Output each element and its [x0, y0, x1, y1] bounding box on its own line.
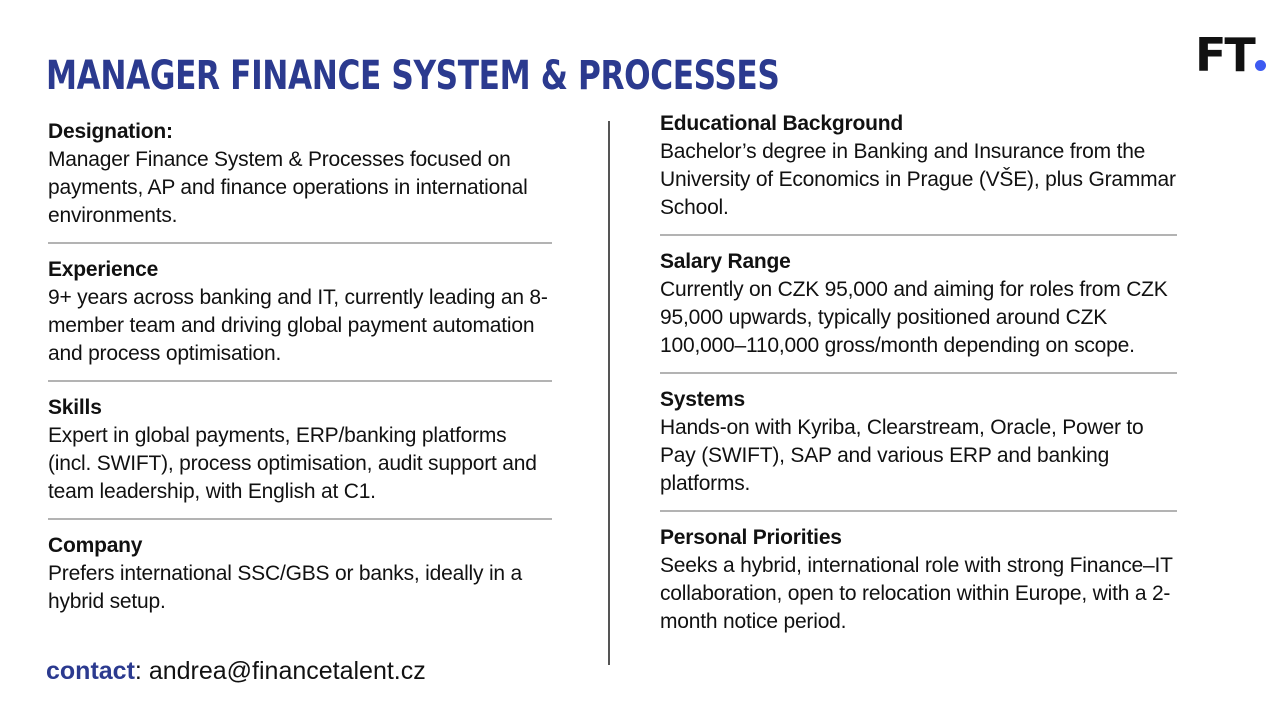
left-column — [48, 118, 552, 616]
section-title: Company — [48, 534, 143, 557]
logo-dot-icon — [1255, 60, 1266, 71]
section-title: Personal Priorities — [660, 526, 842, 549]
section-title: Salary Range — [660, 250, 791, 273]
section-title: Systems — [660, 388, 745, 411]
section-title: Designation: — [48, 120, 173, 143]
section-body: Bachelor’s degree in Banking and Insurance from the University of Economics in Prague (VŠE), plus Grammar School. — [660, 140, 1176, 219]
section-personal-priorities — [660, 510, 1177, 636]
section-experience — [48, 242, 552, 368]
contact-line — [46, 655, 426, 687]
section-skills — [48, 380, 552, 506]
section-body: Seeks a hybrid, international role with strong Finance–IT collaboration, open to relocation within Europe, with a 2-month notice period. — [660, 554, 1173, 633]
logo-text: FT — [1195, 28, 1254, 82]
right-column — [660, 110, 1177, 636]
section-designation — [48, 118, 552, 230]
section-body: Hands-on with Kyriba, Clearstream, Oracle, Power to Pay (SWIFT), SAP and various ERP and banking platforms. — [660, 416, 1144, 495]
section-salary-range — [660, 234, 1177, 360]
section-body: Expert in global payments, ERP/banking platforms (incl. SWIFT), process optimisation, audit support and team leadership, with English at C1. — [48, 424, 537, 503]
section-education — [660, 110, 1177, 222]
section-body: 9+ years across banking and IT, currently leading an 8-member team and driving global payment automation and process optimisation. — [48, 286, 548, 365]
contact-email[interactable]: andrea@financetalent.cz — [148, 657, 426, 685]
section-body: Currently on CZK 95,000 and aiming for roles from CZK 95,000 upwards, typically positioned around CZK 100,000–110,000 gross/month depending on scope. — [660, 278, 1168, 357]
section-company — [48, 518, 552, 616]
section-title: Experience — [48, 258, 159, 281]
section-body: Manager Finance System & Processes focused on payments, AP and finance operations in international environments. — [48, 148, 528, 227]
section-body: Prefers international SSC/GBS or banks, ideally in a hybrid setup. — [48, 562, 523, 613]
contact-label: contact — [46, 657, 135, 685]
ft-logo — [1195, 28, 1266, 82]
section-title: Educational Background — [660, 112, 903, 135]
page-title: MANAGER FINANCE SYSTEM & PROCESSES — [46, 53, 780, 99]
column-divider — [608, 121, 610, 665]
contact-separator: : — [134, 657, 149, 685]
section-title: Skills — [48, 396, 102, 419]
section-systems — [660, 372, 1177, 498]
